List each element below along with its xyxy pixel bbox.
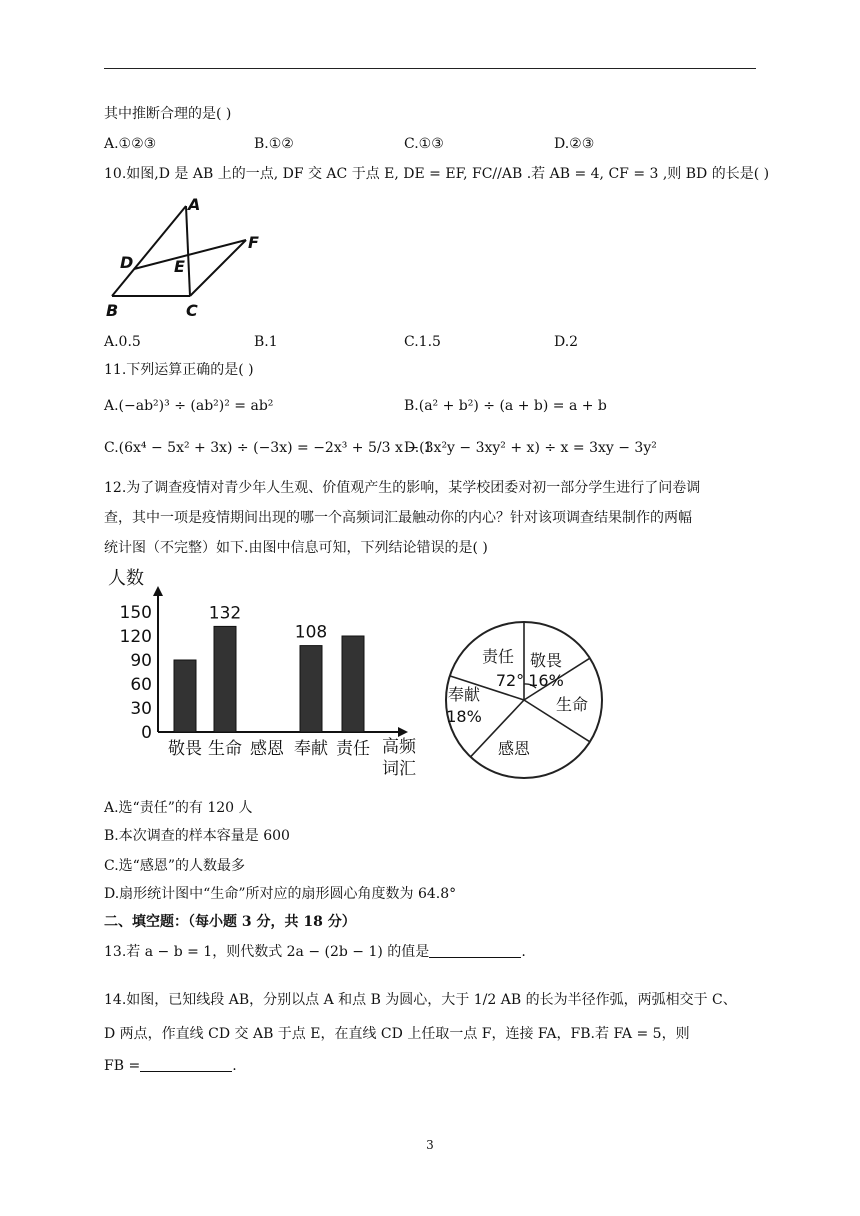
bar-data-label: 108 [294,622,328,643]
q14-end: . [232,1058,237,1074]
q11-option-c: C.(6x⁴ − 5x² + 3x) ÷ (−3x) = −2x³ + 5/3 x − 1 [104,440,433,456]
bar-data-label: 132 [208,603,242,624]
q9-option-c: C.①③ [404,136,444,152]
pie-chart [440,614,620,786]
label-f: F [248,233,259,252]
pie-label-责任: 责任 [481,647,515,666]
x-category-label: 责任 [336,739,370,759]
bar-chart [100,562,440,782]
q11-option-a: A.(−ab²)³ ÷ (ab²)² = ab² [104,398,274,414]
q9-option-a: A.①②③ [104,136,157,152]
bar-chart-xlabel-line-1: 高频 [382,737,416,757]
label-d: D [120,253,134,272]
q9-stem: 其中推断合理的是( ) [104,106,232,122]
label-b: B [106,301,119,320]
q12-stem-line-2: 查，其中一项是疫情期间出现的哪一个高频词汇最触动你的内心？针对该项调查结果制作的两幅 [104,510,692,526]
q12-option-d: D.扇形统计图中“生命”所对应的扇形圆心角度数为 64.8° [104,886,457,902]
pie-label-感恩: 感恩 [497,739,531,758]
q12-option-b: B.本次调查的样本容量是 600 [104,828,290,844]
y-tick-label: 30 [130,699,152,719]
pie-value-奉献: 18% [446,707,482,726]
q12-stem-line-3: 统计图（不完整）如下.由图中信息可知，下列结论错误的是( ) [104,540,488,556]
pie-value-敬畏: 16% [528,671,564,690]
y-tick-label: 0 [141,723,152,743]
q13-end: . [521,944,526,960]
x-axis-arrow [398,727,408,737]
y-tick-label: 90 [130,651,152,671]
pie-label-敬畏: 敬畏 [529,651,563,670]
y-axis-arrow [153,586,163,596]
q10-stem: 10.如图,D 是 AB 上的一点, DF 交 AC 于点 E, DE = EF, FC//AB .若 AB = 4, CF = 3 ,则 BD 的长是( ) [104,166,770,182]
pie-value-责任: 72° [495,671,525,690]
q12-option-c: C.选“感恩”的人数最多 [104,858,245,874]
q10-option-b: B.1 [254,334,278,350]
q10-option-c: C.1.5 [404,334,441,350]
q9-option-d: D.②③ [554,136,595,152]
q11-option-b: B.(a² + b²) ÷ (a + b) = a + b [404,398,607,414]
q14-line-3 [104,1056,237,1076]
y-tick-label: 150 [119,603,152,623]
x-category-label: 感恩 [250,739,284,759]
q13 [104,942,526,962]
q14-text: FB = [104,1058,141,1074]
q12-stem-line-1: 12.为了调查疫情对青少年人生观、价值观产生的影响，某学校团委对初一部分学生进行了问卷调 [104,480,701,496]
q9-option-b: B.①② [254,136,294,152]
y-tick-label: 60 [130,675,152,695]
bar-生命 [214,626,236,732]
x-category-label: 奉献 [294,739,328,759]
q13-answer-blank [429,943,521,958]
q11-stem: 11.下列运算正确的是( ) [104,362,254,378]
section-heading-fill-blank: 二、填空题：（每小题 3 分，共 18 分） [104,914,356,930]
label-c: C [186,301,198,320]
pie-label-生命: 生命 [555,695,589,714]
bar-责任 [342,636,364,732]
pie-label-奉献: 奉献 [447,685,481,704]
label-a: A [188,195,201,214]
q14-line-1: 14.如图，已知线段 AB，分别以点 A 和点 B 为圆心，大于 1/2 AB 的长为半径作弧，两弧相交于 C、 [104,992,737,1008]
q10-option-a: A.0.5 [104,334,141,350]
q10-figure [104,192,274,324]
q10-option-d: D.2 [554,334,579,350]
q14-answer-blank [140,1057,232,1072]
q11-option-d: D.(3x²y − 3xy² + x) ÷ x = 3xy − 3y² [404,440,657,456]
page-number: 3 [426,1138,434,1152]
q12-option-a: A.选“责任”的有 120 人 [104,800,253,816]
header-rule [104,68,756,69]
label-e: E [174,257,185,276]
q14-line-2: D 两点，作直线 CD 交 AB 于点 E，在直线 CD 上任取一点 F，连接 FA，FB.若 FA = 5，则 [104,1026,690,1042]
bar-奉献 [300,646,322,732]
y-tick-label: 120 [119,627,152,647]
bar-chart-xlabel-line-2: 词汇 [382,759,416,779]
x-category-label: 敬畏 [168,739,202,759]
bar-chart-ylabel: 人数 [108,568,144,589]
q13-text: 13.若 a − b = 1，则代数式 2a − (2b − 1) 的值是 [104,944,430,960]
bar-敬畏 [174,660,196,732]
x-category-label: 生命 [208,739,242,759]
